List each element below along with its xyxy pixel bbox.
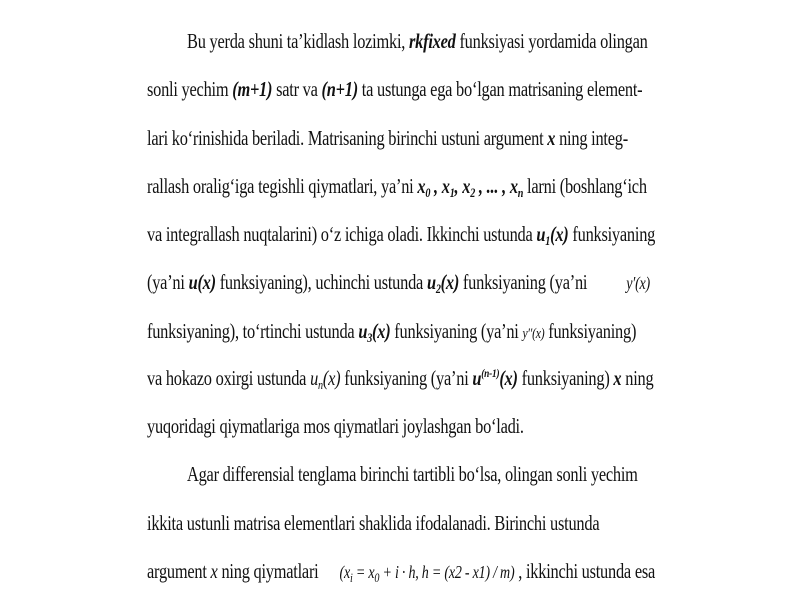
text: funksiyasi yordamida olingan [455, 29, 648, 53]
math-expression: (x) [372, 319, 391, 343]
paragraph-line-10 [187, 461, 697, 487]
math-variable: x [210, 559, 218, 583]
subscript: 1 [545, 233, 551, 248]
text: yuqoridagi qiymatlariga mos qiymatlari joylashgan bo‘ladi. [147, 414, 524, 438]
text: funksiyaning (ya’ni [340, 366, 473, 390]
math-expression: (x) [499, 366, 518, 390]
text: lari ko‘rinishida beriladi. Matrisaning birinchi ustuni argument [147, 126, 548, 150]
math-expression: (m+1) [232, 77, 273, 101]
text: va hokazo oxirgi ustunda [147, 366, 311, 390]
text: ta ustunga ega bo‘lgan matrisaning element- [357, 77, 643, 101]
text: , [454, 174, 463, 198]
math-variable: x [613, 366, 622, 390]
text: va integrallash nuqtalarini) o‘z ichiga oladi. Ikkinchi ustunda [147, 222, 537, 246]
text: funksiyaning (ya’ni [390, 319, 523, 343]
math-derivative: y′′(x) [522, 326, 545, 342]
text: funksiyaning) [517, 366, 614, 390]
math-expression: (n+1) [321, 77, 358, 101]
text: , ... , [475, 174, 510, 198]
math-expression: (x) [322, 366, 341, 390]
paragraph-line-9 [147, 413, 657, 439]
text: argument [147, 559, 211, 583]
math-expression: u(x) [188, 270, 216, 294]
text: satr va [272, 77, 322, 101]
math-variable: u [536, 222, 546, 246]
function-name-rkfixed: rkfixed [409, 29, 456, 53]
paragraph-line-8 [147, 365, 657, 391]
math-variable: x [441, 174, 450, 198]
math-variable: x [509, 174, 518, 198]
text: funksiyaning [568, 222, 656, 246]
paragraph-line-2 [147, 76, 657, 102]
formula-step: ($x_i = x_0 + i \cdot h$, h = (x2 - x1) / m) [339, 562, 515, 585]
text: funksiyaning (ya’ni [459, 270, 588, 294]
text: funksiyaning), uchinchi ustunda [215, 270, 427, 294]
math-variable: u [472, 366, 482, 390]
math-derivative: y′(x) [626, 273, 650, 293]
text: larni (boshlang‘ich [523, 174, 647, 198]
math-variable: u [310, 366, 319, 390]
subscript: n [318, 377, 323, 392]
paragraph-line-12 [147, 558, 657, 585]
superscript: (n-1) [481, 366, 500, 380]
text: sonli yechim [147, 77, 233, 101]
text: (ya’ni [147, 270, 189, 294]
text: rallash oralig‘iga tegishli qiymatlari, ya’ni [147, 174, 418, 198]
math-variable: u [358, 319, 368, 343]
text: ning qiymatlari [217, 559, 323, 583]
text: ning integ- [555, 126, 628, 150]
math-variable: x [462, 174, 471, 198]
paragraph-line-4 [147, 173, 657, 199]
paragraph-line-1 [187, 28, 697, 54]
text: ikkita ustunli matrisa elementlari shaklida ifodalanadi. Birinchi ustunda [147, 511, 600, 535]
text: ning [621, 366, 654, 390]
subscript: 1 [449, 185, 455, 200]
text: funksiyaning), to‘rtinchi ustunda [147, 319, 359, 343]
subscript: 2 [435, 281, 441, 296]
paragraph-line-7 [147, 318, 657, 347]
paragraph-line-6 [147, 269, 657, 296]
math-expression: (x) [440, 270, 460, 294]
subscript: n [517, 185, 524, 200]
paragraph-line-3 [147, 125, 657, 151]
text: , ikkinchi ustunda esa [514, 559, 656, 583]
text: funksiyaning) [544, 319, 637, 343]
subscript: 0 [425, 185, 431, 200]
math-variable: x [417, 174, 426, 198]
text: Bu yerda shuni ta’kidlash lozimki, [187, 29, 410, 53]
math-variable: u [426, 270, 436, 294]
text: , [430, 174, 442, 198]
text: Agar differensial tenglama birinchi tartibli bo‘lsa, olingan sonli yechim [187, 462, 638, 486]
subscript: 3 [367, 330, 373, 345]
subscript: 2 [470, 185, 476, 200]
paragraph-line-11 [147, 510, 657, 536]
paragraph-line-5 [147, 221, 657, 247]
math-variable: x [547, 126, 556, 150]
math-expression: (x) [550, 222, 569, 246]
